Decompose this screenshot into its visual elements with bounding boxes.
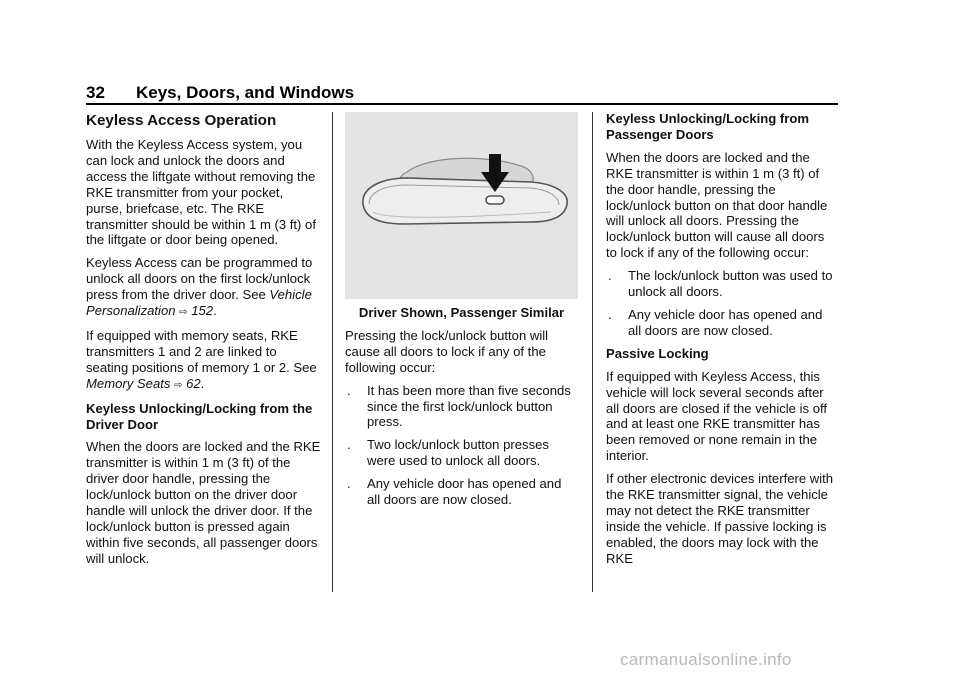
lock-conditions-paragraph: Pressing the lock/unlock button will cause all doors to lock if any of the following occur: [345, 327, 549, 375]
memory-seats-paragraph [86, 328, 322, 394]
list-item-text: It has been more than five seconds since the first lock/unlock button press. [367, 382, 571, 430]
list-item [345, 437, 578, 469]
vehicle-personalization-link-text: Vehicle Personalization [86, 287, 312, 319]
bullet-mark: . [608, 268, 612, 284]
passenger-lock-conditions-list [606, 268, 838, 339]
list-item [345, 476, 578, 508]
memory-seats-period: . [200, 375, 205, 391]
list-item-text: Any vehicle door has opened and all doors are now closed. [367, 476, 562, 508]
bullet-mark: . [608, 306, 612, 322]
interference-paragraph: If other electronic devices interfere with the RKE transmitter signal, the vehicle may not detect the RKE transmitter inside the vehicle. If passive locking is enabled, the doors may lock with the RKE [606, 471, 834, 566]
programming-paragraph [86, 255, 322, 321]
column-2 [345, 112, 578, 515]
bullet-mark: . [347, 476, 351, 492]
driver-door-subheading: Keyless Unlocking/Locking from the Driver Door [86, 400, 313, 432]
lock-conditions-list [345, 383, 578, 508]
memory-seats-page: 62 [186, 375, 201, 391]
door-handle-illustration [345, 112, 578, 299]
header-rule [86, 103, 838, 105]
bullet-mark: . [347, 382, 351, 398]
list-item-text: Any vehicle door has opened and all doors are now closed. [628, 306, 823, 338]
list-item-text: Two lock/unlock button presses were used to unlock all doors. [367, 437, 549, 469]
list-item-text: The lock/unlock button was used to unlock all doors. [628, 268, 833, 300]
section-title: Keys, Doors, and Windows [136, 83, 355, 102]
passenger-doors-subheading: Keyless Unlocking/Locking from Passenger Doors [606, 111, 809, 142]
page-number: 32 [86, 83, 105, 102]
column-divider-2 [592, 112, 593, 592]
keyless-intro-paragraph: With the Keyless Access system, you can lock and unlock the doors and access the liftgate without removing the RKE transmitter from your pocket, purse, briefcase, etc. The RKE transmitter should be within 1 m (3 ft) of the liftgate or door being opened. [86, 137, 316, 248]
bullet-mark: . [347, 437, 351, 453]
column-divider-1 [332, 112, 333, 592]
figure-caption: Driver Shown, Passenger Similar [358, 305, 565, 320]
watermark: carmanualsonline.info [620, 650, 792, 669]
passenger-doors-paragraph: When the doors are locked and the RKE transmitter is within 1 m (3 ft) of the door handle, pressing the lock/unlock button on that door handle will unlock all doors. Pressing the lock/unlock button will cause all doors to lock if any of the following occur: [606, 149, 828, 261]
memory-seats-text: If equipped with memory seats, RKE transmitters 1 and 2 are linked to seating positions of memory 1 or 2. See [86, 327, 317, 375]
page-header [86, 83, 838, 103]
programming-period: . [213, 303, 217, 319]
page-ref-arrow-icon: ⇨ [174, 379, 183, 391]
door-handle-drawing [345, 112, 578, 299]
memory-seats-link[interactable] [86, 376, 201, 391]
passive-locking-subheading: Passive Locking [606, 345, 709, 361]
programming-text: Keyless Access can be programmed to unlock all doors on the first lock/unlock press from the driver door. See [86, 255, 313, 303]
passive-locking-paragraph: If equipped with Keyless Access, this vehicle will lock several seconds after all doors are closed if the vehicle is off and at least one RKE transmitter has been removed or none remain in the interior. [606, 368, 828, 464]
list-item [606, 268, 838, 300]
driver-door-paragraph: When the doors are locked and the RKE transmitter is within 1 m (3 ft) of the driver door handle, pressing the lock/unlock button on the driver door handle will unlock the driver door. If the lock/unlock button is pressed again within five seconds, all passenger doors will unlock. [86, 439, 321, 566]
column-1 [86, 111, 322, 574]
list-item [606, 307, 838, 339]
memory-seats-link-text: Memory Seats [86, 375, 171, 391]
list-item [345, 383, 578, 431]
vehicle-personalization-page: 152 [191, 303, 214, 319]
keyless-access-heading: Keyless Access Operation [86, 112, 277, 129]
column-3 [606, 111, 838, 574]
page-ref-arrow-icon: ⇨ [179, 307, 188, 319]
